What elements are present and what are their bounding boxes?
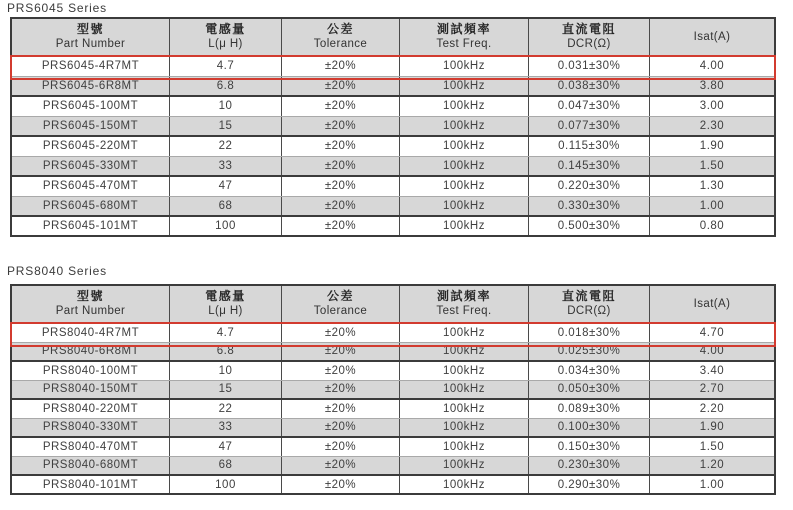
table-row: [11, 437, 775, 456]
table-cell: 100kHz: [400, 196, 529, 216]
column-header-en: Tolerance: [313, 38, 368, 50]
table-cell: PRS8040-150MT: [11, 380, 170, 399]
table-row: [11, 56, 775, 76]
table-cell: PRS6045-101MT: [11, 216, 170, 236]
column-header-zh: 型號: [76, 22, 104, 36]
table-cell: 1.50: [650, 156, 776, 176]
column-header-zh: 直流電阻: [561, 289, 616, 303]
column-header-zh: 測試頻率: [436, 289, 491, 303]
table-cell: PRS8040-470MT: [11, 437, 170, 456]
table-row: [11, 216, 775, 236]
column-header-zh: 測試頻率: [436, 22, 491, 36]
table-cell: ±20%: [282, 196, 400, 216]
column-header-1: [170, 285, 282, 323]
table-row: [11, 342, 775, 361]
table-cell: PRS6045-6R8MT: [11, 76, 170, 96]
series-title-prs6045: PRS6045 Series: [7, 1, 107, 15]
table-cell: 100kHz: [400, 76, 529, 96]
table-cell: 0.089±30%: [529, 399, 650, 418]
table-cell: ±20%: [282, 96, 400, 116]
table-cell: 100kHz: [400, 456, 529, 475]
table-cell: 1.00: [650, 196, 776, 216]
table-cell: 4.7: [170, 323, 282, 342]
table-cell: 0.220±30%: [529, 176, 650, 196]
table-body: [11, 323, 775, 494]
table-cell: 10: [170, 361, 282, 380]
table-cell: 100kHz: [400, 475, 529, 494]
table-row: [11, 418, 775, 437]
table-cell: PRS6045-330MT: [11, 156, 170, 176]
column-header-5: [650, 285, 776, 323]
table-cell: 1.30: [650, 176, 776, 196]
table-row: [11, 475, 775, 494]
table-cell: 0.050±30%: [529, 380, 650, 399]
prs6045-table-container: [10, 17, 776, 237]
table-cell: 100kHz: [400, 176, 529, 196]
prs8040-spec-table: [10, 284, 776, 495]
column-header-en: DCR(Ω): [567, 38, 611, 50]
table-cell: PRS8040-101MT: [11, 475, 170, 494]
prs6045-spec-table: [10, 17, 776, 237]
table-cell: 100kHz: [400, 437, 529, 456]
table-cell: 100kHz: [400, 342, 529, 361]
table-cell: 100: [170, 475, 282, 494]
column-header-zh: 公差: [326, 289, 354, 303]
column-header-3: [400, 285, 529, 323]
table-row: [11, 76, 775, 96]
table-cell: 22: [170, 399, 282, 418]
table-row: [11, 156, 775, 176]
column-header-en: L(μ H): [208, 305, 243, 317]
table-row: [11, 136, 775, 156]
table-cell: 3.00: [650, 96, 776, 116]
table-cell: 0.145±30%: [529, 156, 650, 176]
table-cell: 6.8: [170, 76, 282, 96]
column-header-en: L(μ H): [208, 38, 243, 50]
table-cell: 4.7: [170, 56, 282, 76]
table-cell: 6.8: [170, 342, 282, 361]
table-header: [11, 18, 775, 56]
table-cell: PRS6045-100MT: [11, 96, 170, 116]
header-row: [11, 18, 775, 56]
table-cell: 0.500±30%: [529, 216, 650, 236]
table-row: [11, 399, 775, 418]
table-cell: 0.230±30%: [529, 456, 650, 475]
table-cell: PRS6045-470MT: [11, 176, 170, 196]
table-cell: 100kHz: [400, 323, 529, 342]
column-header-zh: 直流電阻: [561, 22, 616, 36]
column-header-2: [282, 285, 400, 323]
table-cell: 1.50: [650, 437, 776, 456]
table-cell: 100kHz: [400, 136, 529, 156]
table-cell: ±20%: [282, 418, 400, 437]
column-header-en: DCR(Ω): [567, 305, 611, 317]
table-cell: PRS8040-220MT: [11, 399, 170, 418]
table-cell: ±20%: [282, 399, 400, 418]
table-cell: ±20%: [282, 56, 400, 76]
table-cell: 3.40: [650, 361, 776, 380]
table-cell: PRS6045-680MT: [11, 196, 170, 216]
column-header-3: [400, 18, 529, 56]
table-cell: 0.115±30%: [529, 136, 650, 156]
table-cell: 100kHz: [400, 399, 529, 418]
table-cell: PRS8040-680MT: [11, 456, 170, 475]
table-body: [11, 56, 775, 236]
table-cell: 100kHz: [400, 56, 529, 76]
table-row: [11, 456, 775, 475]
column-header-4: [529, 18, 650, 56]
table-cell: 2.30: [650, 116, 776, 136]
table-cell: 0.80: [650, 216, 776, 236]
table-row: [11, 380, 775, 399]
table-row: [11, 196, 775, 216]
table-cell: ±20%: [282, 361, 400, 380]
table-cell: 4.00: [650, 342, 776, 361]
column-header-en: Tolerance: [313, 305, 368, 317]
table-cell: ±20%: [282, 216, 400, 236]
table-cell: ±20%: [282, 116, 400, 136]
table-cell: 0.290±30%: [529, 475, 650, 494]
table-cell: 100kHz: [400, 361, 529, 380]
header-row: [11, 285, 775, 323]
column-header-en: Test Freq.: [436, 305, 492, 317]
table-cell: 0.034±30%: [529, 361, 650, 380]
table-cell: 100kHz: [400, 216, 529, 236]
table-cell: 47: [170, 176, 282, 196]
table-cell: ±20%: [282, 380, 400, 399]
table-cell: 15: [170, 116, 282, 136]
table-cell: ±20%: [282, 456, 400, 475]
column-header-zh: 公差: [326, 22, 354, 36]
column-header-0: [11, 18, 170, 56]
column-header-0: [11, 285, 170, 323]
table-row: [11, 323, 775, 342]
table-cell: 0.025±30%: [529, 342, 650, 361]
column-header-1: [170, 18, 282, 56]
table-cell: 1.20: [650, 456, 776, 475]
table-cell: 100kHz: [400, 418, 529, 437]
table-cell: ±20%: [282, 323, 400, 342]
table-cell: PRS8040-4R7MT: [11, 323, 170, 342]
table-cell: ±20%: [282, 76, 400, 96]
column-header-zh: 電感量: [205, 22, 246, 36]
table-cell: ±20%: [282, 136, 400, 156]
table-cell: 3.80: [650, 76, 776, 96]
table-cell: ±20%: [282, 437, 400, 456]
table-cell: 33: [170, 156, 282, 176]
table-row: [11, 96, 775, 116]
table-cell: 68: [170, 196, 282, 216]
table-cell: 2.70: [650, 380, 776, 399]
table-cell: PRS8040-330MT: [11, 418, 170, 437]
table-row: [11, 176, 775, 196]
table-cell: 100kHz: [400, 96, 529, 116]
table-cell: 22: [170, 136, 282, 156]
table-cell: 4.70: [650, 323, 776, 342]
column-header-en: Isat(A): [693, 30, 731, 43]
table-cell: ±20%: [282, 156, 400, 176]
table-header: [11, 285, 775, 323]
column-header-2: [282, 18, 400, 56]
table-cell: 10: [170, 96, 282, 116]
table-cell: 2.20: [650, 399, 776, 418]
table-cell: 1.90: [650, 136, 776, 156]
table-cell: 47: [170, 437, 282, 456]
table-cell: 0.330±30%: [529, 196, 650, 216]
table-cell: PRS6045-150MT: [11, 116, 170, 136]
table-cell: 1.00: [650, 475, 776, 494]
table-row: [11, 116, 775, 136]
table-cell: 0.047±30%: [529, 96, 650, 116]
column-header-zh: 電感量: [205, 289, 246, 303]
table-cell: 100kHz: [400, 156, 529, 176]
column-header-en: Isat(A): [693, 297, 731, 310]
table-cell: ±20%: [282, 342, 400, 361]
table-cell: 0.031±30%: [529, 56, 650, 76]
table-cell: 1.90: [650, 418, 776, 437]
series-title-prs8040: PRS8040 Series: [7, 264, 107, 278]
table-cell: PRS6045-220MT: [11, 136, 170, 156]
table-row: [11, 361, 775, 380]
table-cell: ±20%: [282, 176, 400, 196]
table-cell: PRS6045-4R7MT: [11, 56, 170, 76]
table-cell: 33: [170, 418, 282, 437]
prs8040-table-container: [10, 284, 776, 495]
column-header-5: [650, 18, 776, 56]
table-cell: 0.038±30%: [529, 76, 650, 96]
table-cell: 100: [170, 216, 282, 236]
table-cell: 0.150±30%: [529, 437, 650, 456]
table-cell: 68: [170, 456, 282, 475]
table-cell: PRS8040-100MT: [11, 361, 170, 380]
table-cell: PRS8040-6R8MT: [11, 342, 170, 361]
column-header-4: [529, 285, 650, 323]
column-header-en: Part Number: [55, 38, 126, 50]
table-cell: 100kHz: [400, 380, 529, 399]
table-cell: ±20%: [282, 475, 400, 494]
table-cell: 0.100±30%: [529, 418, 650, 437]
table-cell: 0.018±30%: [529, 323, 650, 342]
table-cell: 100kHz: [400, 116, 529, 136]
column-header-en: Part Number: [55, 305, 126, 317]
table-cell: 15: [170, 380, 282, 399]
column-header-en: Test Freq.: [436, 38, 492, 50]
column-header-zh: 型號: [76, 289, 104, 303]
table-cell: 0.077±30%: [529, 116, 650, 136]
table-cell: 4.00: [650, 56, 776, 76]
